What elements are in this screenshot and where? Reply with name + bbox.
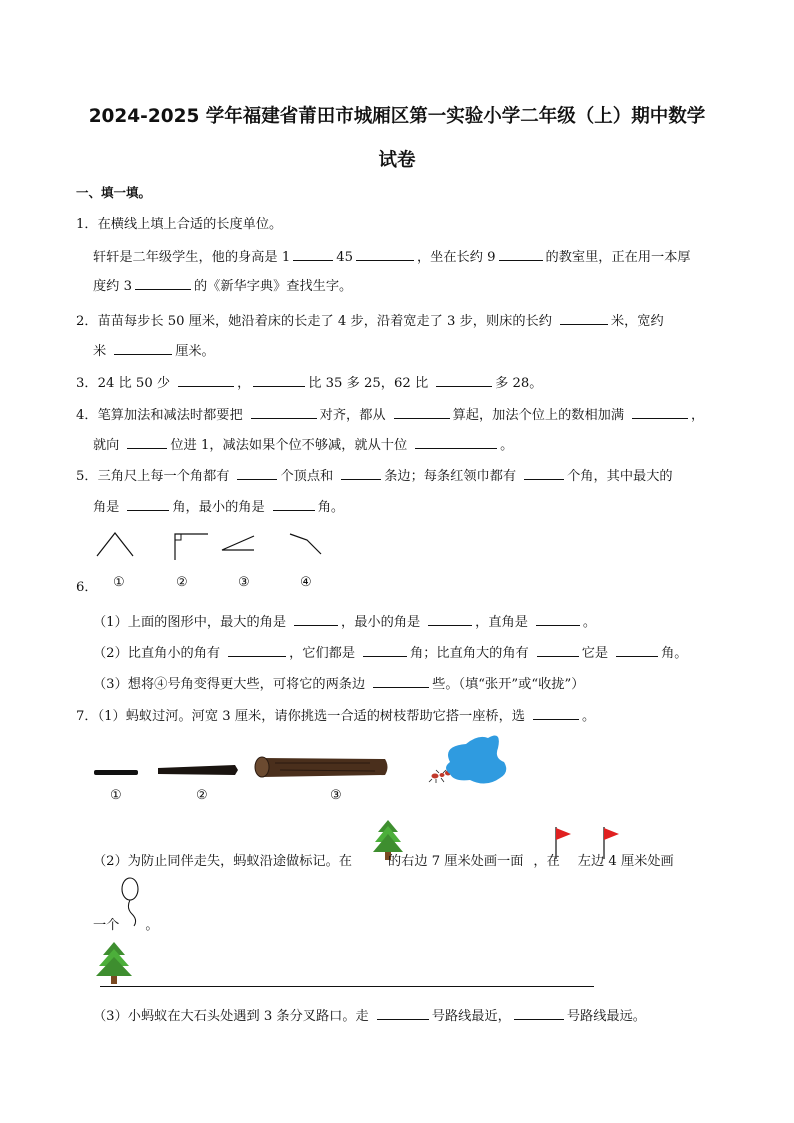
q7-s2-a: （2）为防止同伴走失，蚂蚁沿途做标记。在 <box>93 854 352 869</box>
q7-blank-3[interactable] <box>514 1005 564 1020</box>
section-heading: 一、填一填。 <box>76 185 152 200</box>
q3-text-c: 比 35 多 25，62 比 <box>308 376 429 391</box>
q5-blank-4[interactable] <box>127 496 169 511</box>
q4-text-a: 4．笔算加法和减法时都要把 <box>76 408 243 423</box>
q7-s3-c: 号路线最远。 <box>566 1009 646 1024</box>
q4-text-d: ， <box>691 408 705 423</box>
q5-text-g: 角。 <box>317 500 345 515</box>
pond-icon <box>446 736 506 784</box>
q7-s2-b: 的右边 7 厘米处画一面 <box>387 854 524 869</box>
q7-s2-f: 。 <box>145 918 159 933</box>
q6-s2-d: 它是 <box>581 646 609 661</box>
q5-blank-2[interactable] <box>341 465 381 480</box>
q6-label-3: ③ <box>238 575 250 590</box>
q2-line2 <box>93 340 215 362</box>
q5-text-c: 条边；每条红领巾都有 <box>384 469 517 484</box>
q2-blank-1[interactable] <box>560 310 608 325</box>
q1-blank-2[interactable] <box>356 246 414 261</box>
q5-text-d: 个角，其中最大的 <box>567 469 673 484</box>
q7-sub2 <box>93 852 674 872</box>
angle-4 <box>290 534 321 554</box>
q5-text-e: 角是 <box>93 500 120 515</box>
page-title-line1: 2024-2025 学年福建省莆田市城厢区第一实验小学二年级（上）期中数学 <box>88 106 706 127</box>
q7-label-2: ② <box>196 788 208 803</box>
q2-blank-2[interactable] <box>114 340 172 355</box>
q1-blank-3[interactable] <box>499 246 543 261</box>
q6-blank-5[interactable] <box>363 642 407 657</box>
q4-blank-1[interactable] <box>251 404 317 419</box>
q6-s1-a: （1）上面的图形中，最大的角是 <box>93 615 287 630</box>
q7-sub3 <box>93 1005 646 1027</box>
q3-blank-3[interactable] <box>436 372 492 387</box>
q3-text-b: ， <box>237 376 251 391</box>
q7-s1-a: 7．（1）蚂蚁过河。河宽 3 厘米，请你挑选一合适的树枝帮助它搭一座桥，选 <box>76 709 525 724</box>
branch-2 <box>158 765 238 775</box>
q2-text-d: 厘米。 <box>175 344 215 359</box>
q4-line2 <box>93 434 513 456</box>
q5-text-f: 角，最小的角是 <box>172 500 265 515</box>
q1-text-c: ，坐在长约 9 <box>417 250 496 265</box>
q5-line1 <box>76 465 673 487</box>
q1-text-b: 45 <box>336 250 353 265</box>
q2-text-b: 米，宽约 <box>610 314 664 329</box>
q7-s1-b: 。 <box>581 709 596 724</box>
q6-s1-b: ，最小的角是 <box>341 615 421 630</box>
q6-s1-c: ，直角是 <box>475 615 528 630</box>
q6-number: 6． <box>76 580 98 595</box>
q1-blank-1[interactable] <box>293 246 333 261</box>
branch-1 <box>94 770 138 775</box>
q7-blank-1[interactable] <box>533 705 579 720</box>
q6-blank-7[interactable] <box>616 642 658 657</box>
q4-blank-2[interactable] <box>394 404 450 419</box>
q4-line1 <box>76 404 704 426</box>
angle-1 <box>97 533 133 556</box>
q3-line <box>76 372 543 394</box>
q6-sub3 <box>93 673 584 695</box>
q7-s3-a: （3）小蚂蚁在大石头处遇到 3 条分叉路口。走 <box>93 1009 369 1024</box>
angle-2 <box>175 534 208 560</box>
baseline-line <box>100 986 594 987</box>
q6-s2-a: （2）比直角小的角有 <box>93 646 221 661</box>
q3-blank-1[interactable] <box>178 372 234 387</box>
q4-text-c: 算起，加法个位上的数相加满 <box>452 408 625 423</box>
q6-s2-e: 角。 <box>661 646 688 661</box>
q5-text-a: 5．三角尺上每一个角都有 <box>76 469 230 484</box>
tree-icon-baseline <box>92 940 136 986</box>
q6-s2-b: ，它们都是 <box>289 646 356 661</box>
q7-blank-2[interactable] <box>377 1005 429 1020</box>
q2-text-a: 2．苗苗每步长 50 厘米，她沿着床的长走了 4 步，沿着宽走了 3 步，则床的长约 <box>76 314 552 329</box>
q6-s2-c: 角；比直角大的角有 <box>410 646 529 661</box>
q6-blank-3[interactable] <box>536 611 580 626</box>
q3-text-a: 3．24 比 50 少 <box>76 376 171 391</box>
q7-s3-b: 号路线最近， <box>431 1009 511 1024</box>
q3-blank-2[interactable] <box>253 372 305 387</box>
q7-sub1 <box>76 705 595 727</box>
q7-s2-e: 一个 <box>93 918 120 933</box>
q4-text-f: 位进 1，减法如果个位不够减，就从十位 <box>170 438 408 453</box>
q5-blank-5[interactable] <box>273 496 315 511</box>
q6-s1-d: 。 <box>582 615 597 630</box>
q6-blank-6[interactable] <box>537 642 579 657</box>
q6-label-1: ① <box>113 575 125 590</box>
q3-text-d: 多 28。 <box>495 376 543 391</box>
q5-blank-1[interactable] <box>237 465 277 480</box>
q1-line2 <box>93 275 352 297</box>
q6-s3-b: 些。（填“张开”或“收拢”） <box>432 677 585 692</box>
q6-blank-2[interactable] <box>428 611 472 626</box>
q1-text-d: 的教室里，正在用一本厚 <box>545 250 691 265</box>
q2-text-c: 米 <box>93 344 107 359</box>
q5-blank-3[interactable] <box>524 465 564 480</box>
q7-s2-d: 左边 4 厘米处画 <box>577 854 674 869</box>
angle-3 <box>222 536 254 550</box>
q4-blank-4[interactable] <box>127 434 167 449</box>
branch-3-log <box>255 757 388 777</box>
q4-text-b: 对齐，都从 <box>319 408 386 423</box>
q6-s3-a: （3）想将④号角变得更大些，可将它的两条边 <box>93 677 366 692</box>
q7-label-3: ③ <box>330 788 342 803</box>
q7-label-1: ① <box>110 788 122 803</box>
q5-line2 <box>93 496 344 518</box>
q4-text-e: 就向 <box>93 438 120 453</box>
q5-text-b: 个顶点和 <box>280 469 334 484</box>
q7-branch-figure <box>90 732 510 792</box>
q1-text-e: 度约 3 <box>93 279 132 294</box>
q6-sub1 <box>93 611 596 633</box>
q1-stem: 1．在横线上填上合适的长度单位。 <box>76 217 283 232</box>
q2-line1 <box>76 310 664 332</box>
q6-angle-figures <box>92 528 342 564</box>
q7-s2-c: ，在 <box>533 854 560 869</box>
q6-sub2 <box>93 642 687 664</box>
q1-text-a: 轩轩是二年级学生，他的身高是 1 <box>93 250 291 265</box>
page-title-line2: 试卷 <box>378 150 416 171</box>
q6-label-4: ④ <box>300 575 312 590</box>
q6-blank-4[interactable] <box>228 642 286 657</box>
q4-blank-3[interactable] <box>632 404 688 419</box>
q6-blank-1[interactable] <box>294 611 338 626</box>
q7-sub2-cont <box>93 916 159 936</box>
ant-icon <box>429 770 451 783</box>
q4-text-g: 。 <box>500 438 514 453</box>
q1-text-f: 的《新华字典》查找生字。 <box>193 279 353 294</box>
q4-blank-5[interactable] <box>415 434 497 449</box>
q6-label-2: ② <box>176 575 188 590</box>
q1-line1 <box>93 246 691 268</box>
q6-blank-8[interactable] <box>373 673 429 688</box>
q1-blank-4[interactable] <box>135 275 191 290</box>
